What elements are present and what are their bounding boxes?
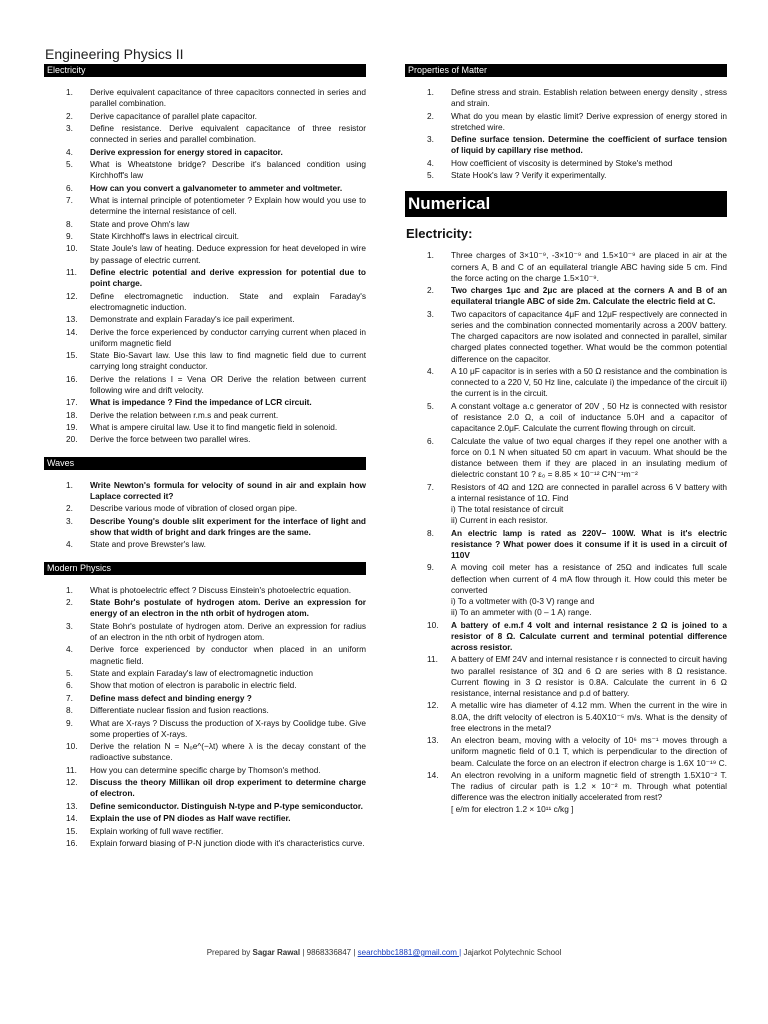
question-text: Derive force experienced by conductor when placed in an uniform magnetic field. bbox=[90, 644, 366, 666]
question-subline: [ e/m for electron 1.2 × 10¹¹ c/kg ] bbox=[451, 803, 574, 814]
question-text: Calculate the value of two equal charges if they repel one another with a force on 0.1 N when situated 50 cm apart in vacuum. What should be the distance between them if they are placed in an insulating medium of dielectric constant 10 ? ε₀ = 8.85 × 10⁻¹² C²N⁻¹m⁻² bbox=[451, 435, 727, 480]
question-item bbox=[44, 539, 366, 550]
footer-prefix: Prepared by bbox=[206, 948, 251, 957]
question-text: State Kirchhoff's laws in electrical circuit. bbox=[90, 230, 239, 241]
question-number: 12. bbox=[427, 700, 439, 711]
question-number: 4. bbox=[427, 157, 434, 168]
question-text: Three charges of 3×10⁻⁹, -3×10⁻⁹ and 1.5×10⁻⁹ are placed in air at the corners A, B and C of an equilateral triangle ABC having side 5 cm. Find the force acting on the charge 1.5×10⁻⁹. bbox=[451, 250, 727, 283]
question-number: 7. bbox=[66, 194, 73, 205]
question-item bbox=[405, 770, 727, 815]
question-item bbox=[44, 147, 366, 158]
question-item bbox=[44, 410, 366, 421]
question-number: 4. bbox=[66, 146, 73, 157]
question-number: 3. bbox=[66, 620, 73, 631]
question-item bbox=[405, 735, 727, 769]
question-number: 15. bbox=[66, 350, 78, 361]
question-text: Show that motion of electron is parabolic in electric field. bbox=[90, 680, 297, 691]
question-item bbox=[405, 170, 727, 181]
question-text: Derive the relation N = N₀e^(−λt) where λ is the decay constant of the radioactive substance. bbox=[90, 741, 366, 763]
question-text: What is internal principle of potentiometer ? Explain how would you use to determine the internal resistance of cell. bbox=[90, 194, 366, 217]
question-number: 5. bbox=[66, 158, 73, 169]
question-text: How you can determine specific charge by Thomson's method. bbox=[90, 764, 321, 775]
question-number: 9. bbox=[66, 230, 73, 241]
question-item bbox=[44, 243, 366, 265]
question-text: An electron beam, moving with a velocity of 10⁶ ms⁻¹ moves through a uniform magnetic field of 0.1 T, which is perpendicular to the direction of beam. Calculate the force on an electron if electron charge is 1.6X 10⁻¹⁹ C. bbox=[451, 735, 727, 768]
document-title: Engineering Physics II bbox=[45, 46, 184, 62]
question-text: State and prove Ohm's law bbox=[90, 218, 190, 229]
question-text: Define resistance. Derive equivalent capacitance of three resistor connected in series and parallel combination. bbox=[90, 122, 366, 145]
question-text: What is Wheatstone bridge? Describe it's balanced condition using Kirchhoff's law bbox=[90, 158, 366, 181]
question-number: 6. bbox=[66, 182, 73, 193]
question-text: Explain forward biasing of P-N junction diode with it's characteristics curve. bbox=[90, 837, 365, 848]
electricity-question-list bbox=[44, 87, 366, 446]
question-number: 10. bbox=[66, 243, 78, 254]
question-item bbox=[44, 826, 366, 837]
right-column bbox=[405, 64, 727, 816]
question-text: State Bohr's postulate of hydrogen atom. Derive an expression for energy of an electron in the nth orbit of hydrogen atom. bbox=[90, 597, 366, 619]
question-number: 9. bbox=[66, 717, 73, 728]
question-text: Define surface tension. Determine the coefficient of surface tension of liquid by capillary rise method. bbox=[451, 134, 727, 156]
question-subline: ii) Current in each resistor. bbox=[451, 515, 548, 526]
question-number: 11. bbox=[66, 266, 77, 277]
question-item bbox=[44, 777, 366, 799]
question-item bbox=[405, 111, 727, 133]
question-number: 1. bbox=[427, 87, 434, 97]
question-number: 19. bbox=[66, 422, 78, 433]
question-number: 18. bbox=[66, 409, 78, 420]
question-text: How coefficient of viscosity is determined by Stoke's method bbox=[451, 157, 673, 168]
question-text: Two charges 1μc and 2μc are placed at the corners A and B of an equilateral triangle ABC of side 2m. Calculate the electric field at C. bbox=[451, 285, 727, 307]
question-item bbox=[44, 644, 366, 666]
question-item bbox=[44, 231, 366, 242]
question-number: 4. bbox=[427, 365, 434, 376]
question-number: 7. bbox=[66, 692, 73, 703]
question-text: What do you mean by elastic limit? Derive expression of energy stored in stretched wire. bbox=[451, 110, 727, 132]
question-item bbox=[44, 503, 366, 514]
question-number: 16. bbox=[66, 837, 78, 848]
question-item bbox=[44, 350, 366, 372]
question-number: 5. bbox=[427, 400, 434, 411]
footer bbox=[0, 948, 768, 957]
question-text: A moving coil meter has a resistance of 25Ω and indicates full scale deflection when current of 4 mA flow through it. How could this meter be converted i) To a voltmeter with (0-3 V) range and ii) To an ammeter with (0 – 1 A) range. bbox=[451, 562, 727, 618]
question-item bbox=[44, 267, 366, 289]
question-number: 8. bbox=[66, 705, 73, 716]
question-number: 4. bbox=[66, 644, 73, 655]
question-text: Resistors of 4Ω and 12Ω are connected in parallel across 6 V battery with a internal resistance of 1Ω. Find i) The total resistance of circuit ii) Current in each resistor. bbox=[451, 481, 727, 526]
question-number: 10. bbox=[66, 741, 78, 752]
question-text: A battery of EMf 24V and internal resistance r is connected to circuit having two parallel resistance of 3Ω and 6 Ω are series with 8 Ω resistance. Current flowing in 3 Ω resistor is 0.8A. Calculate the current in 6 Ω resistance, internal resistance and p.d of battery. bbox=[451, 654, 727, 698]
question-text: Describe Young's double slit experiment for the interface of light and show that width of bright and dark fringes are the same. bbox=[90, 515, 366, 538]
question-number: 13. bbox=[427, 735, 439, 746]
question-text: Differentiate nuclear fission and fusion reactions. bbox=[90, 705, 269, 716]
question-number: 1. bbox=[66, 87, 73, 97]
question-text: Derive capacitance of parallel plate capacitor. bbox=[90, 110, 257, 121]
question-number: 2. bbox=[66, 503, 73, 514]
question-item bbox=[405, 654, 727, 699]
question-text: Derive expression for energy stored in capacitor. bbox=[90, 146, 283, 157]
question-item bbox=[405, 528, 727, 562]
question-text: Derive the relation between r.m.s and peak current. bbox=[90, 409, 279, 420]
properties-of-matter-question-list bbox=[405, 87, 727, 181]
question-item bbox=[44, 801, 366, 812]
question-subline: ii) To an ammeter with (0 – 1 A) range. bbox=[451, 607, 592, 618]
question-number: 11. bbox=[66, 764, 77, 775]
question-item bbox=[405, 285, 727, 307]
question-item bbox=[44, 680, 366, 691]
question-item bbox=[405, 366, 727, 400]
question-number: 3. bbox=[427, 134, 434, 145]
question-text: State Joule's law of heating. Deduce expression for heat developed in wire by passage of electric current. bbox=[90, 243, 366, 265]
section-heading-properties-of-matter: Properties of Matter bbox=[405, 64, 727, 77]
numerical-question-list bbox=[405, 250, 727, 814]
question-item bbox=[44, 397, 366, 408]
question-text: Discuss the theory Millikan oil drop experiment to determine charge of electron. bbox=[90, 777, 366, 799]
question-text: Define electric potential and derive expression for potential due to point charge. bbox=[90, 266, 366, 289]
question-text: Explain working of full wave rectifier. bbox=[90, 825, 224, 836]
question-number: 9. bbox=[427, 562, 434, 573]
question-text: Explain the use of PN diodes as Half wave rectifier. bbox=[90, 813, 291, 824]
question-item bbox=[405, 134, 727, 156]
question-item bbox=[44, 516, 366, 538]
question-item bbox=[44, 111, 366, 122]
question-text: A 10 μF capacitor is in series with a 50 Ω resistance and the combination is connected to a 220 V, 50 Hz line, calculate i) the impedance of the circuit ii) the current is in the circuit. bbox=[451, 365, 727, 399]
question-item bbox=[44, 813, 366, 824]
question-text: A constant voltage a.c generator of 20V , 50 Hz is connected with resistor of resistance 2.0 Ω, a coil of inductance 5.0H and a capacitor of capacitance 2.0μF. Calculate the current flowing through on circuit. bbox=[451, 400, 727, 434]
question-text: State and explain Faraday's law of electromagnetic induction bbox=[90, 667, 313, 678]
question-number: 13. bbox=[66, 800, 78, 811]
question-number: 14. bbox=[66, 326, 78, 337]
footer-author: Sagar Rawal bbox=[252, 948, 301, 957]
question-text: State Bio-Savart law. Use this law to find magnetic field due to current carrying long straight conductor. bbox=[90, 350, 366, 372]
question-item bbox=[405, 87, 727, 109]
question-text: What are X-rays ? Discuss the production of X-rays by Coolidge tube. Give some properties of X-rays. bbox=[90, 717, 366, 739]
question-item bbox=[44, 838, 366, 849]
section-heading-electricity: Electricity bbox=[44, 64, 366, 77]
question-item bbox=[405, 250, 727, 284]
question-text: Define stress and strain. Establish relation between energy density , stress and strain. bbox=[451, 87, 727, 109]
question-text: Two capacitors of capacitance 4μF and 12μF respectively are connected in series and the combination connected momentarily across a 200V battery. The charged capacitors are now isolated and connected in parallel, similar charged plates connected together. What would be the common potential difference on the capacitor. bbox=[451, 308, 727, 364]
question-text: Derive the force between two parallel wires. bbox=[90, 434, 251, 445]
question-item bbox=[44, 621, 366, 643]
question-number: 16. bbox=[66, 373, 78, 384]
question-item bbox=[44, 480, 366, 502]
question-item bbox=[405, 620, 727, 654]
question-number: 5. bbox=[427, 170, 434, 181]
question-item bbox=[44, 741, 366, 763]
question-text: Demonstrate and explain Faraday's ice pail experiment. bbox=[90, 314, 295, 325]
question-number: 2. bbox=[66, 597, 73, 608]
question-text: What is ampere ciruital law. Use it to find mangetic field in solenoid. bbox=[90, 422, 338, 433]
question-item bbox=[44, 195, 366, 217]
section-heading-modern-physics: Modern Physics bbox=[44, 562, 366, 575]
question-number: 12. bbox=[66, 777, 78, 788]
question-text: State Hook's law ? Verify it experimentally. bbox=[451, 170, 607, 181]
question-item bbox=[405, 158, 727, 169]
question-text: State and prove Brewster's law. bbox=[90, 539, 206, 550]
question-text: Derive the relations I = Vena OR Derive the relation between current following wire and drift velocity. bbox=[90, 373, 366, 395]
question-text: Define mass defect and binding energy ? bbox=[90, 692, 252, 703]
question-item bbox=[44, 597, 366, 619]
question-number: 4. bbox=[66, 539, 73, 550]
question-text: Derive the force experienced by conductor carrying current when placed in uniform magnetic field bbox=[90, 326, 366, 348]
question-item bbox=[44, 693, 366, 704]
question-number: 6. bbox=[66, 680, 73, 691]
question-item bbox=[405, 700, 727, 734]
question-item bbox=[44, 123, 366, 145]
question-number: 2. bbox=[427, 285, 434, 296]
question-item bbox=[44, 585, 366, 596]
footer-email-link[interactable]: searchbbc1881@gmail.com | bbox=[357, 948, 462, 957]
question-item bbox=[44, 219, 366, 230]
question-number: 10. bbox=[427, 619, 439, 630]
question-item bbox=[44, 291, 366, 313]
waves-question-list bbox=[44, 480, 366, 551]
question-number: 15. bbox=[66, 825, 78, 836]
question-number: 20. bbox=[66, 434, 78, 445]
footer-phone: | 9868336847 | bbox=[302, 948, 356, 957]
question-item bbox=[405, 309, 727, 365]
question-number: 1. bbox=[66, 479, 73, 490]
question-number: 17. bbox=[66, 397, 78, 408]
question-text: What is photoelectric effect ? Discuss Einstein's photoelectric equation. bbox=[90, 584, 352, 595]
question-number: 2. bbox=[66, 110, 73, 121]
question-subline: i) The total resistance of circuit bbox=[451, 503, 564, 514]
question-number: 7. bbox=[427, 481, 434, 492]
question-text: A battery of e.m.f 4 volt and internal resistance 2 Ω is joined to a resistor of 8 Ω. Calculate current and terminal potential difference across resistor. bbox=[451, 619, 727, 652]
question-item bbox=[44, 765, 366, 776]
question-number: 8. bbox=[66, 218, 73, 229]
numerical-heading: Numerical bbox=[405, 191, 727, 217]
question-text: Describe various mode of vibration of closed organ pipe. bbox=[90, 503, 298, 514]
question-number: 6. bbox=[427, 435, 434, 446]
question-item bbox=[405, 562, 727, 618]
question-item bbox=[405, 482, 727, 527]
question-item bbox=[44, 668, 366, 679]
question-item bbox=[44, 705, 366, 716]
question-number: 8. bbox=[427, 527, 434, 538]
footer-school: Jajarkot Polytechnic School bbox=[463, 948, 562, 957]
question-text: State Bohr's postulate of hydrogen atom. Derive an expression for radius of an electron in the nth orbit of hydrogen atom. bbox=[90, 620, 366, 642]
question-number: 13. bbox=[66, 314, 78, 325]
left-column bbox=[44, 64, 366, 850]
question-item bbox=[44, 434, 366, 445]
question-item bbox=[44, 314, 366, 325]
modern-physics-question-list bbox=[44, 585, 366, 849]
section-heading-waves: Waves bbox=[44, 457, 366, 470]
question-item bbox=[44, 374, 366, 396]
question-number: 14. bbox=[427, 769, 439, 780]
question-item bbox=[44, 183, 366, 194]
question-item bbox=[405, 401, 727, 435]
question-number: 1. bbox=[427, 250, 434, 261]
question-number: 14. bbox=[66, 813, 78, 824]
question-number: 1. bbox=[66, 584, 73, 595]
question-number: 12. bbox=[66, 290, 78, 301]
question-number: 3. bbox=[66, 515, 73, 526]
question-number: 3. bbox=[66, 122, 73, 133]
question-item bbox=[44, 327, 366, 349]
question-text: A metallic wire has diameter of 4.12 mm. When the current in the wire in 8.0A, the drift velocity of electron is 5.40X10⁻⁵ m/s. What is the density of free electrons in the metal? bbox=[451, 700, 727, 733]
question-item bbox=[44, 422, 366, 433]
question-item bbox=[44, 718, 366, 740]
question-item bbox=[44, 87, 366, 109]
question-text: An electron revolving in a uniform magnetic field of strength 1.5X10⁻² T. The radius of circular path is 1.2 × 10⁻² m. Through what potential difference was the electron initially accelerated from rest? [ e/m for electron 1.2 × 10¹¹ c/kg ] bbox=[451, 769, 727, 814]
question-number: 2. bbox=[427, 110, 434, 121]
question-number: 11. bbox=[427, 654, 438, 665]
question-item bbox=[405, 436, 727, 481]
question-text: Write Newton's formula for velocity of sound in air and explain how Laplace corrected it? bbox=[90, 479, 366, 502]
question-text: How can you convert a galvanometer to ammeter and voltmeter. bbox=[90, 182, 343, 193]
numerical-electricity-subheading: Electricity: bbox=[406, 226, 473, 242]
question-text: Define electromagnetic induction. State and explain Faraday's electromagnetic induction. bbox=[90, 290, 366, 312]
question-item bbox=[44, 159, 366, 181]
question-text: An electric lamp is rated as 220V– 100W. What is it's electric resistance ? What power does it consume if it is used in a circuit of 110V bbox=[451, 527, 727, 560]
question-text: Define semiconductor. Distinguish N-type and P-type semiconductor. bbox=[90, 800, 363, 811]
question-subline: i) To a voltmeter with (0-3 V) range and bbox=[451, 595, 595, 606]
question-number: 3. bbox=[427, 308, 434, 319]
question-number: 5. bbox=[66, 667, 73, 678]
question-text: What is impedance ? Find the impedance of LCR circuit. bbox=[90, 397, 312, 408]
question-text: Derive equivalent capacitance of three capacitors connected in series and parallel combination. bbox=[90, 87, 366, 109]
